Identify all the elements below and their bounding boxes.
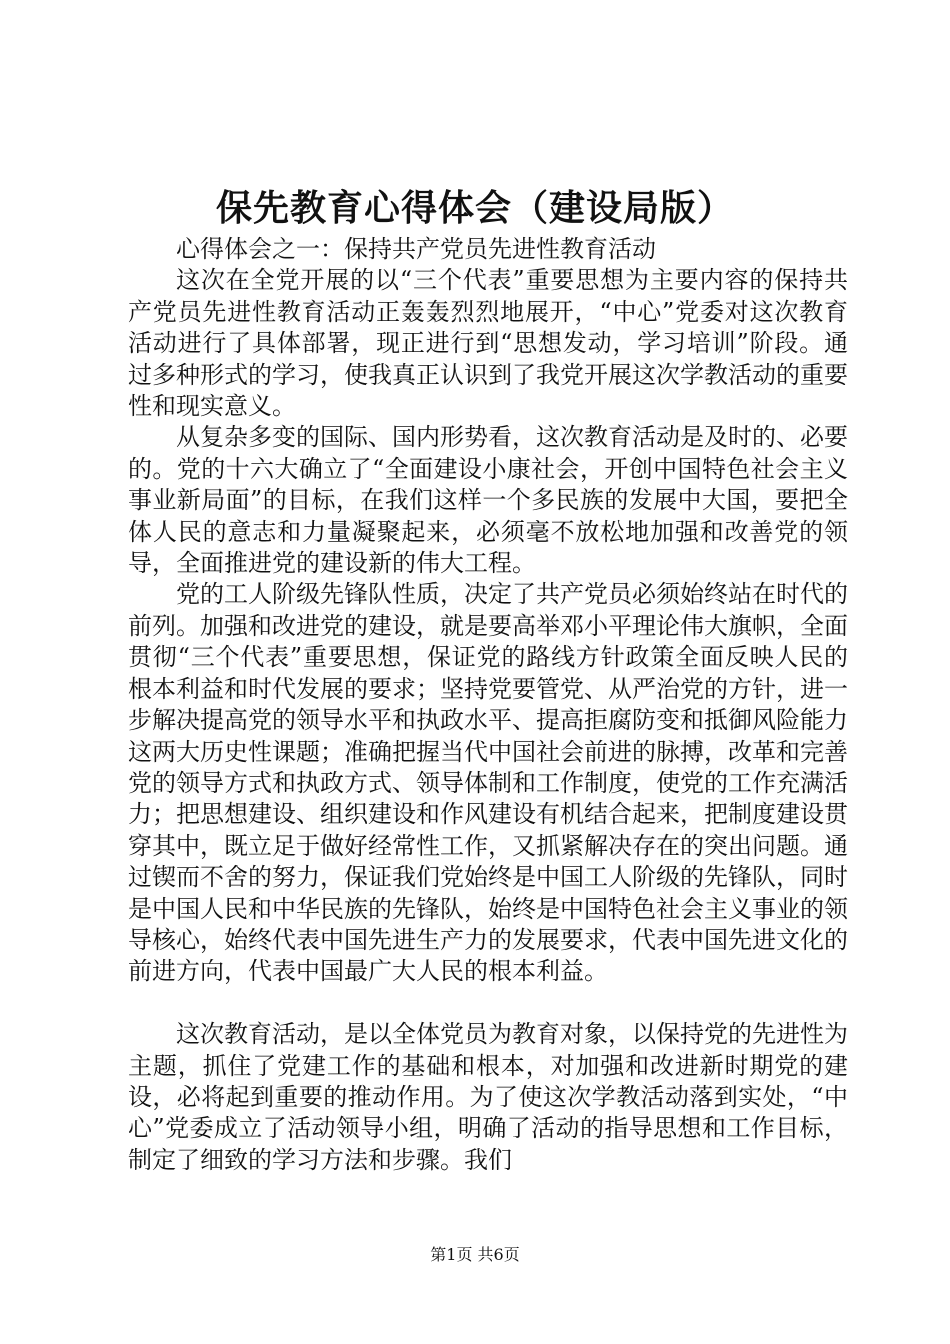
subheading: 心得体会之一：保持共产党员先进性教育活动 (176, 235, 656, 263)
paragraph-3: 党的工人阶级先锋队性质，决定了共产党员必须始终站在时代的前列。加强和改进党的建设，就是要高举邓小平理论伟大旗帜，全面贯彻“三个代表”重要思想，保证党的路线方针政策全面反映人民的根本利益和时代发展的要求；坚持党要管党、从严治党的方针，进一步解决提高党的领导水平和执政水平、提高拒腐防变和抵御风险能力这两大历史性课题；准确把握当代中国社会前进的脉搏，改革和完善党的领导方式和执政方式、领导体制和工作制度，使党的工作充满活力；把思想建设、组织建设和作风建设有机结合起来，把制度建设贯穿其中，既立足于做好经常性工作，又抓紧解决存在的突出问题。通过锲而不舍的努力，保证我们党始终是中国工人阶级的先锋队，同时是中国人民和中华民族的先锋队，始终是中国特色社会主义事业的领导核心，始终代表中国先进生产力的发展要求，代表中国先进文化的前进方向，代表中国最广大人民的根本利益。 (128, 580, 848, 986)
document-title: 保先教育心得体会（建设局版） (215, 187, 734, 229)
page-footer: 第1页 共6页 (430, 1245, 520, 1264)
paragraph-1: 这次在全党开展的以“三个代表”重要思想为主要内容的保持共产党员先进性教育活动正轰轰烈烈地展开，“中心”党委对这次教育活动进行了具体部署，现正进行到“思想发动，学习培训”阶段。通过多种形式的学习，使我真正认识到了我党开展这次学教活动的重要性和现实意义。 (128, 266, 848, 421)
paragraph-4: 这次教育活动，是以全体党员为教育对象，以保持党的先进性为主题，抓住了党建工作的基础和根本，对加强和改进新时期党的建设，必将起到重要的推动作用。为了使这次学教活动落到实处，“中心”党委成立了活动领导小组，明确了活动的指导思想和工作目标，制定了细致的学习方法和步骤。我们 (128, 1020, 848, 1174)
paragraph-2: 从复杂多变的国际、国内形势看，这次教育活动是及时的、必要的。党的十六大确立了“全面建设小康社会，开创中国特色社会主义事业新局面”的目标，在我们这样一个多民族的发展中大国，要把全体人民的意志和力量凝聚起来，必须毫不放松地加强和改善党的领导，全面推进党的建设新的伟大工程。 (128, 423, 848, 578)
document-body (128, 234, 848, 1176)
paragraph-spacer (128, 988, 848, 1019)
